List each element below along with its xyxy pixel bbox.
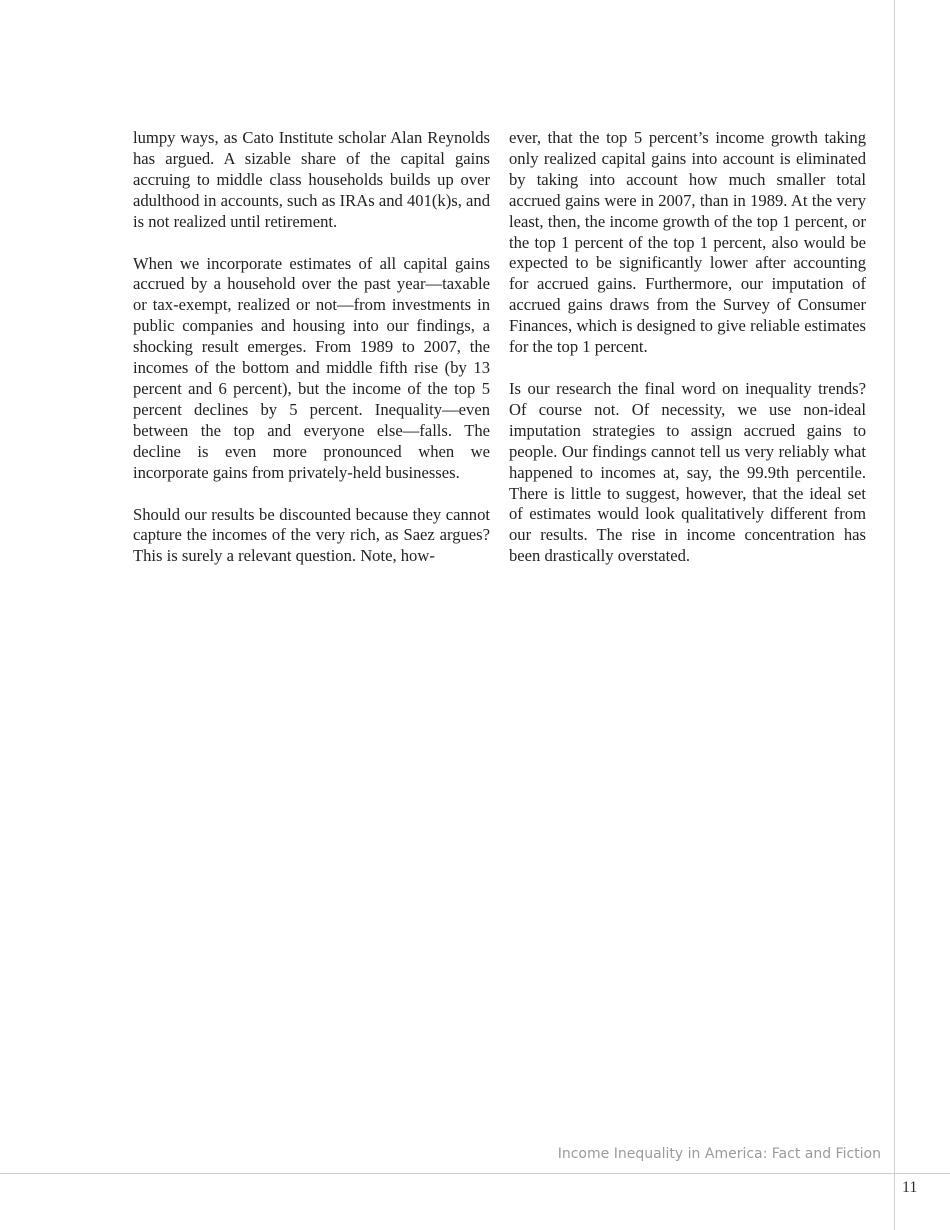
margin-rule-vertical xyxy=(894,0,895,1230)
paragraph: lumpy ways, as Cato Institute scholar Alan Reynolds has argued. A sizable share of the capital gains accruing to middle class households builds up over adulthood in accounts, such as IRAs and 401(k)s, and is not realized until retirement. xyxy=(133,128,490,231)
paragraph: When we incorporate estimates of all capital gains accrued by a household over the past year—taxable or tax-exempt, realized or not—from investments in public companies and housing into our findings, a shocking result emerges. From 1989 to 2007, the incomes of the bottom and middle fifth rise (by 13 percent and 6 percent), but the income of the top 5 percent declines by 5 percent. Inequality—even between the top and everyone else—falls. The decline is even more pronounced when we incorporate gains from privately-held businesses. xyxy=(133,253,490,482)
footer-rule xyxy=(0,1173,950,1174)
text-column-left xyxy=(133,128,490,588)
page-number: 11 xyxy=(902,1179,918,1196)
paragraph: Should our results be discounted because they cannot capture the incomes of the very rich, as Saez argues? This is surely a relevant question. Note, how- xyxy=(133,504,490,566)
paragraph: ever, that the top 5 percent’s income growth taking only realized capital gains into account is eliminated by taking into account how much smaller total accrued gains were in 2007, than in 1989. At the very least, then, the income growth of the top 1 percent, or the top 1 percent of the top 1 percent, also would be expected to be significantly lower after accounting for accrued gains. Furthermore, our imputation of accrued gains draws from the Survey of Consumer Finances, which is designed to give reliable estimates for the top 1 percent. xyxy=(509,128,866,357)
running-title: Income Inequality in America: Fact and Fiction xyxy=(557,1146,881,1162)
paragraph: Is our research the final word on inequality trends? Of course not. Of necessity, we use non-ideal imputation strategies to assign accrued gains to people. Our findings cannot tell us very reliably what happened to incomes at, say, the 99.9th percentile. There is little to suggest, however, that the ideal set of estimates would look qualitatively different from our results. The rise in income concentration has been drastically overstated. xyxy=(509,378,866,566)
text-column-right xyxy=(509,128,866,588)
